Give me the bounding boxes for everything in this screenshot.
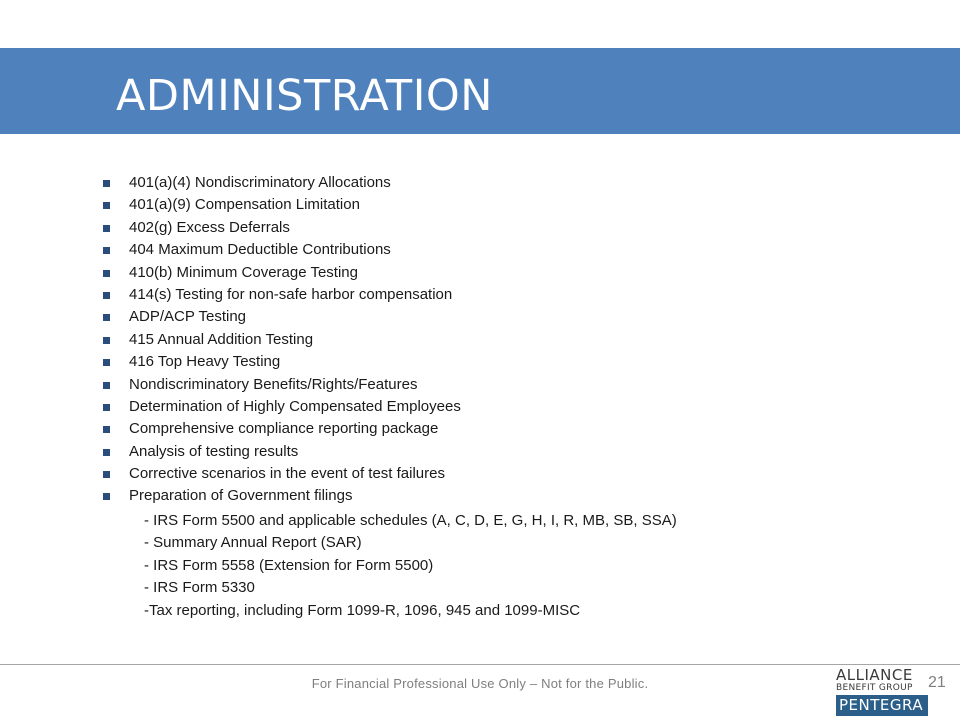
list-item [100, 418, 860, 440]
list-item-text: Nondiscriminatory Benefits/Rights/Features [129, 375, 418, 393]
list-item [100, 284, 860, 306]
square-bullet-icon [103, 426, 110, 433]
list-item-text: Corrective scenarios in the event of test failures [129, 465, 445, 483]
list-item [100, 194, 860, 216]
square-bullet-icon [103, 337, 110, 344]
list-item [100, 351, 860, 373]
list-item-text: 410(b) Minimum Coverage Testing [129, 263, 358, 281]
logo-line-pentegra: PENTEGRA [836, 695, 928, 716]
list-item-text: 402(g) Excess Deferrals [129, 218, 290, 236]
list-item [100, 463, 860, 485]
list-item [100, 172, 860, 194]
bullet-list [100, 172, 860, 508]
logo-line-alliance: ALLIANCE [836, 666, 913, 684]
footer-divider [0, 664, 960, 665]
square-bullet-icon [103, 359, 110, 366]
square-bullet-icon [103, 471, 110, 478]
company-logo [836, 668, 928, 718]
square-bullet-icon [103, 247, 110, 254]
list-item [100, 485, 860, 507]
list-item [100, 262, 860, 284]
slide-title: ADMINISTRATION [116, 71, 493, 121]
footer-disclaimer: For Financial Professional Use Only – Not for the Public. [311, 676, 649, 691]
square-bullet-icon [103, 493, 110, 500]
square-bullet-icon [103, 314, 110, 321]
list-item [100, 217, 860, 239]
square-bullet-icon [103, 382, 110, 389]
list-item [100, 306, 860, 328]
list-item-text: Preparation of Government filings [129, 487, 353, 505]
square-bullet-icon [103, 225, 110, 232]
square-bullet-icon [103, 180, 110, 187]
government-filings-sublist [144, 510, 864, 622]
square-bullet-icon [103, 404, 110, 411]
sub-list-item: -Tax reporting, including Form 1099-R, 1096, 945 and 1099-MISC [144, 601, 581, 619]
list-item-text: 415 Annual Addition Testing [129, 330, 314, 348]
list-item [100, 441, 860, 463]
list-item-text: ADP/ACP Testing [129, 308, 247, 326]
list-item [100, 239, 860, 261]
list-item [100, 329, 860, 351]
square-bullet-icon [103, 202, 110, 209]
list-item [100, 396, 860, 418]
list-item-text: 401(a)(4) Nondiscriminatory Allocations [129, 174, 391, 191]
list-item-text: Determination of Highly Compensated Employees [129, 397, 461, 415]
page-number: 21 [928, 674, 946, 691]
square-bullet-icon [103, 292, 110, 299]
list-item-text: 401(a)(9) Compensation Limitation [129, 196, 360, 214]
square-bullet-icon [103, 270, 110, 277]
logo-line-benefit-group: BENEFIT GROUP [836, 683, 913, 693]
sub-list-item: - IRS Form 5500 and applicable schedules (A, C, D, E, G, H, I, R, MB, SB, SSA) [144, 512, 677, 529]
list-item-text: 416 Top Heavy Testing [129, 353, 281, 371]
square-bullet-icon [103, 449, 110, 456]
sub-list-item: - IRS Form 5330 [144, 579, 255, 597]
sub-list-item: - IRS Form 5558 (Extension for Form 5500) [144, 556, 434, 574]
sub-list-item: - Summary Annual Report (SAR) [144, 534, 362, 552]
list-item-text: Comprehensive compliance reporting package [129, 420, 439, 438]
list-item-text: Analysis of testing results [129, 442, 299, 460]
list-item [100, 374, 860, 396]
list-item-text: 404 Maximum Deductible Contributions [129, 241, 391, 259]
list-item-text: 414(s) Testing for non-safe harbor compensation [129, 285, 453, 303]
